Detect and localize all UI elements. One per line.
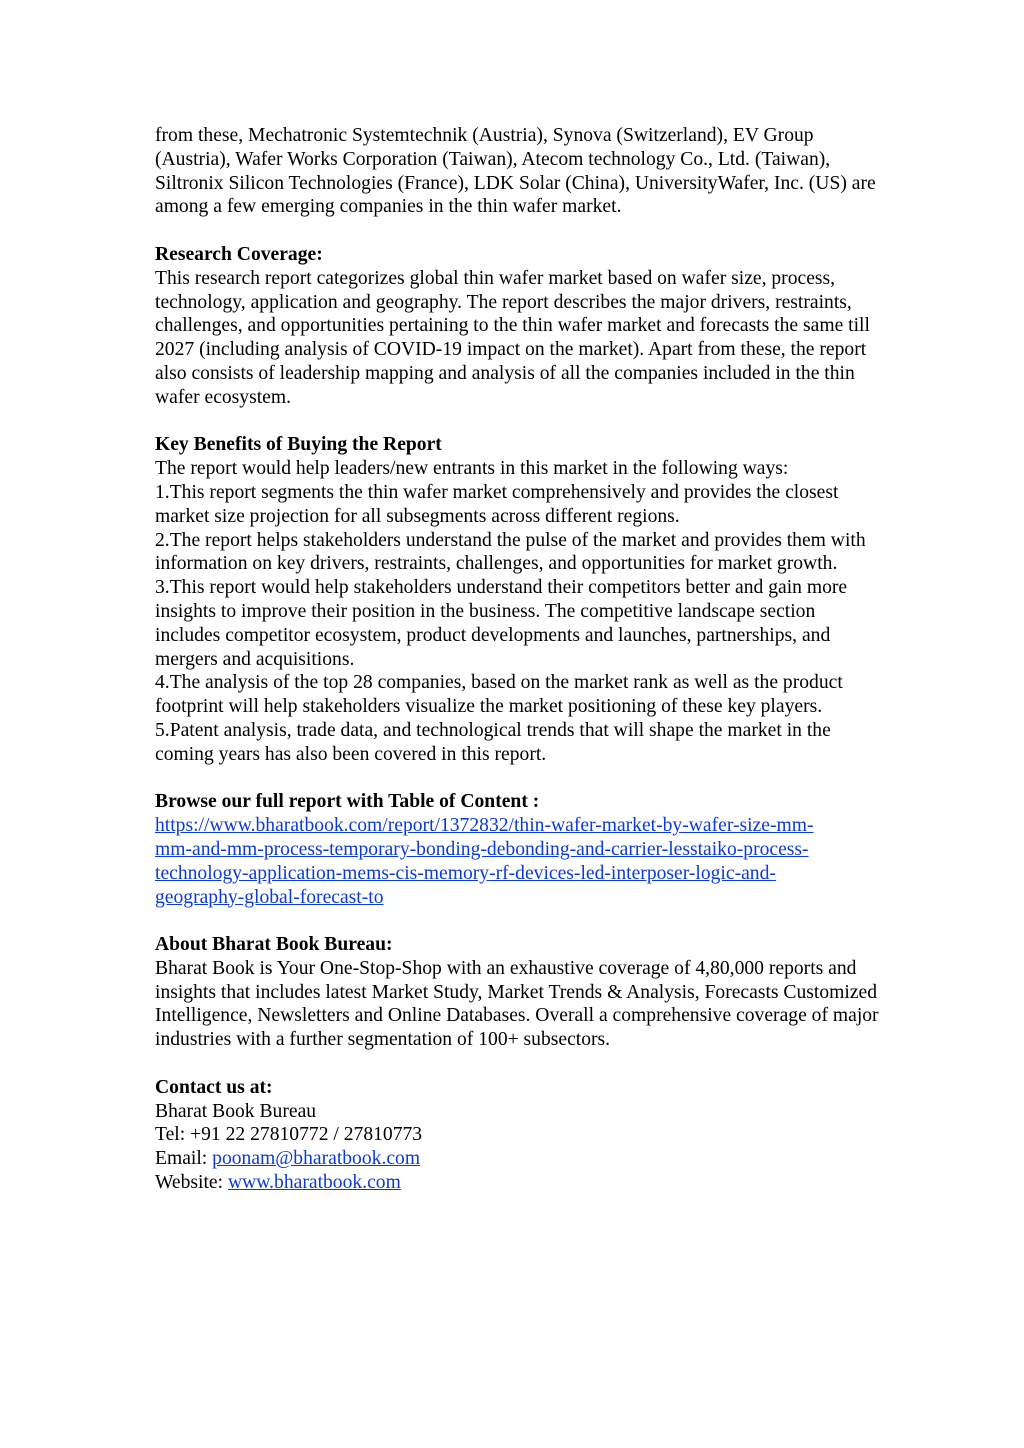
- spacer: [155, 219, 885, 243]
- email-link[interactable]: poonam@bharatbook.com: [212, 1148, 421, 1170]
- key-benefits-heading: Key Benefits of Buying the Report: [155, 434, 442, 456]
- report-link-line-2: mm-and-mm-process-temporary-bonding-debonding-and-carrier-lesstaiko-process-: [155, 838, 809, 860]
- contact-email-line: [155, 1147, 885, 1171]
- key-benefit-item-4: 4.The analysis of the top 28 companies, based on the market rank as well as the product footprint will help stakeholders visualize the market positioning of these key players.: [155, 672, 843, 718]
- report-link-line-1: https://www.bharatbook.com/report/1372832/thin-wafer-market-by-wafer-size-mm-: [155, 815, 814, 837]
- research-coverage-body: This research report categorizes global thin wafer market based on wafer size, process, technology, application and geography. The report describes the major drivers, restraints, challenges, and opportunities pertaining to the thin wafer market and forecasts the same till 2027 (including analysis of COVID-19 impact on the market). Apart from these, the report also consists of leadership mapping and analysis of all the companies included in the thin wafer ecosystem.: [155, 267, 870, 408]
- research-coverage-heading: Research Coverage:: [155, 243, 323, 265]
- about-heading: About Bharat Book Bureau:: [155, 934, 393, 956]
- spacer: [155, 1052, 885, 1076]
- website-link[interactable]: www.bharatbook.com: [227, 1172, 401, 1194]
- key-benefit-item-5: 5.Patent analysis, trade data, and technological trends that will shape the market in the coming years has also been covered in this report.: [155, 719, 831, 765]
- report-link[interactable]: [155, 814, 885, 909]
- report-link-line-4: geography-global-forecast-to: [155, 886, 384, 908]
- contact-tel: Tel: +91 22 27810772 / 27810773: [155, 1124, 423, 1146]
- about-body: Bharat Book is Your One-Stop-Shop with an exhaustive coverage of 4,80,000 reports and insights that includes latest Market Study, Market Trends & Analysis, Forecasts Customized Intelligence, Newsletters and Online Databases. Overall a comprehensive coverage of major industries with a further segmentation of 100+ subsectors.: [155, 957, 879, 1051]
- contact-website-line: [155, 1171, 885, 1195]
- contact-website-label: Website:: [155, 1172, 228, 1194]
- key-benefit-item-1: 1.This report segments the thin wafer market comprehensively and provides the closest market size projection for all subsegments across different regions.: [155, 481, 839, 527]
- document-page: [155, 124, 885, 1195]
- key-benefit-item-2: 2.The report helps stakeholders understand the pulse of the market and provides them with information on key drivers, restraints, challenges, and opportunities for market growth.: [155, 529, 866, 575]
- contact-company: Bharat Book Bureau: [155, 1100, 317, 1122]
- spacer: [155, 767, 885, 791]
- report-link-line-3: technology-application-mems-cis-memory-rf-devices-led-interposer-logic-and-: [155, 862, 776, 884]
- spacer: [155, 909, 885, 933]
- key-benefit-item-3: 3.This report would help stakeholders understand their competitors better and gain more insights to improve their position in the business. The competitive landscape section includes competitor ecosystem, product developments and launches, partnerships, and mergers and acquisitions.: [155, 577, 848, 670]
- key-benefits-intro: The report would help leaders/new entrants in this market in the following ways:: [155, 458, 789, 480]
- contact-email-label: Email:: [155, 1148, 213, 1170]
- spacer: [155, 410, 885, 434]
- browse-heading: Browse our full report with Table of Content :: [155, 791, 540, 813]
- contact-heading: Contact us at:: [155, 1076, 273, 1098]
- intro-paragraph: from these, Mechatronic Systemtechnik (Austria), Synova (Switzerland), EV Group (Austria), Wafer Works Corporation (Taiwan), Atecom technology Co., Ltd. (Taiwan), Siltronix Silicon Technologies (France), LDK Solar (China), UniversityWafer, Inc. (US) are among a few emerging companies in the thin wafer market.: [155, 125, 876, 218]
